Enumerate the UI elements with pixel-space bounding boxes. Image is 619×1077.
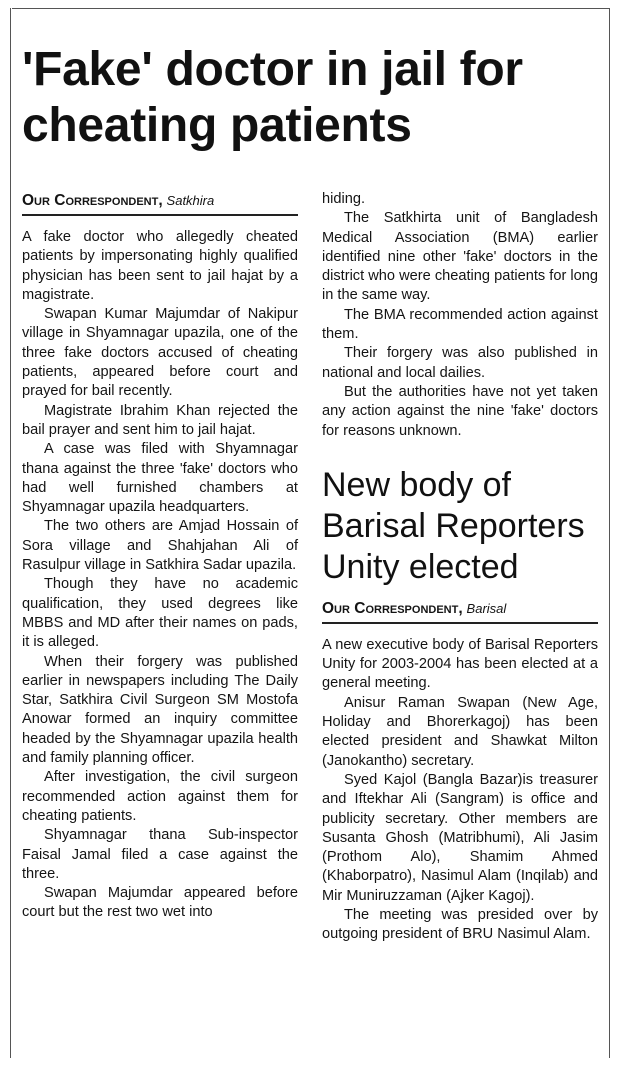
article1-paragraph: Though they have no academic qualification, they used degrees like MBBS and MD after their names on pads, it is alleged. xyxy=(22,576,298,651)
article1-paragraph: The two others are Amjad Hossain of Sora village and Shahjahan Ali of Rasulpur village in Satkhira Sadar upazila. xyxy=(22,518,298,574)
article1-byline-place: Satkhira xyxy=(166,193,215,208)
article2-headline: New body of Barisal Reporters Unity elected xyxy=(322,465,585,586)
article2-paragraph: The meeting was presided over by outgoing president of BRU Nasimul Alam. xyxy=(322,907,598,943)
article2-byline xyxy=(322,598,598,624)
article-column-right xyxy=(322,190,598,945)
article1-continuation-paragraph: The Satkhirta unit of Bangladesh Medical Association (BMA) earlier identified nine other 'fake' doctors in the district who were cheating patients for long in the same way. xyxy=(322,210,598,304)
article1-continuation-paragraph: Their forgery was also published in national and local dailies. xyxy=(322,345,598,381)
article1-column-left xyxy=(22,190,298,923)
article1-byline xyxy=(22,190,298,216)
right-border-rule xyxy=(609,8,610,1058)
article2-paragraph: Syed Kajol (Bangla Bazar)is treasurer and Iftekhar Ali (Sangram) is office and publicity secretary. Other members are Susanta Ghosh (Matribhumi), Ali Jasim (Prothom Alo), Shamim Ahmed (Khaborpatro), Nasimul Alam (Inqilab) and Mir Muniruzzaman (Ajker Kagoj). xyxy=(322,771,598,904)
article2-byline-place: Barisal xyxy=(466,600,507,616)
article1-continuation-paragraph: But the authorities have not yet taken any action against the nine 'fake' doctors for reasons unknown. xyxy=(322,383,598,439)
article1-paragraph: A fake doctor who allegedly cheated patients by impersonating highly qualified physician has been sent to jail hajat by a magistrate. xyxy=(22,229,298,303)
article1-paragraph: When their forgery was published earlier in newspapers including The Daily Star, Satkhira Civil Surgeon SM Mostofa Anowar formed an inquiry committee headed by the Shyamnagar upazila health and family planning officer. xyxy=(22,653,298,767)
top-border-rule xyxy=(12,8,609,9)
article1-paragraph: Magistrate Ibrahim Khan rejected the bail prayer and sent him to jail hajat. xyxy=(22,402,298,438)
article1-paragraph: Swapan Majumdar appeared before court but the rest two wet into xyxy=(22,885,298,921)
article1-paragraph: After investigation, the civil surgeon recommended action against them for cheating patients. xyxy=(22,769,298,824)
left-border-rule xyxy=(10,8,11,1058)
article1-continuation-paragraph: hiding. xyxy=(322,191,366,207)
article1-headline: 'Fake' doctor in jail for cheating patients xyxy=(22,43,523,152)
article2-byline-name: Our Correspondent, xyxy=(322,599,463,617)
article1-paragraph: Swapan Kumar Majumdar of Nakipur village in Shyamnagar upazila, one of the three fake doctors accused of cheating patients, appeared before court and prayed for bail recently. xyxy=(22,306,298,400)
article2-paragraph: Anisur Raman Swapan (New Age, Holiday and Bhorerkagoj) has been elected president and Shawkat Milton (Janokantho) secretary. xyxy=(322,694,598,769)
article1-paragraph: Shyamnagar thana Sub-inspector Faisal Jamal filed a case against the three. xyxy=(22,827,298,882)
article2-paragraph: A new executive body of Barisal Reporters Unity for 2003-2004 has been elected at a general meeting. xyxy=(322,636,598,692)
article1-continuation-paragraph: The BMA recommended action against them. xyxy=(322,306,598,343)
article1-paragraph: A case was filed with Shyamnagar thana against the three 'fake' doctors who had well furnished chambers at Shyamnagar upazila headquarters. xyxy=(22,441,298,516)
article1-byline-name: Our Correspondent, xyxy=(22,192,163,209)
